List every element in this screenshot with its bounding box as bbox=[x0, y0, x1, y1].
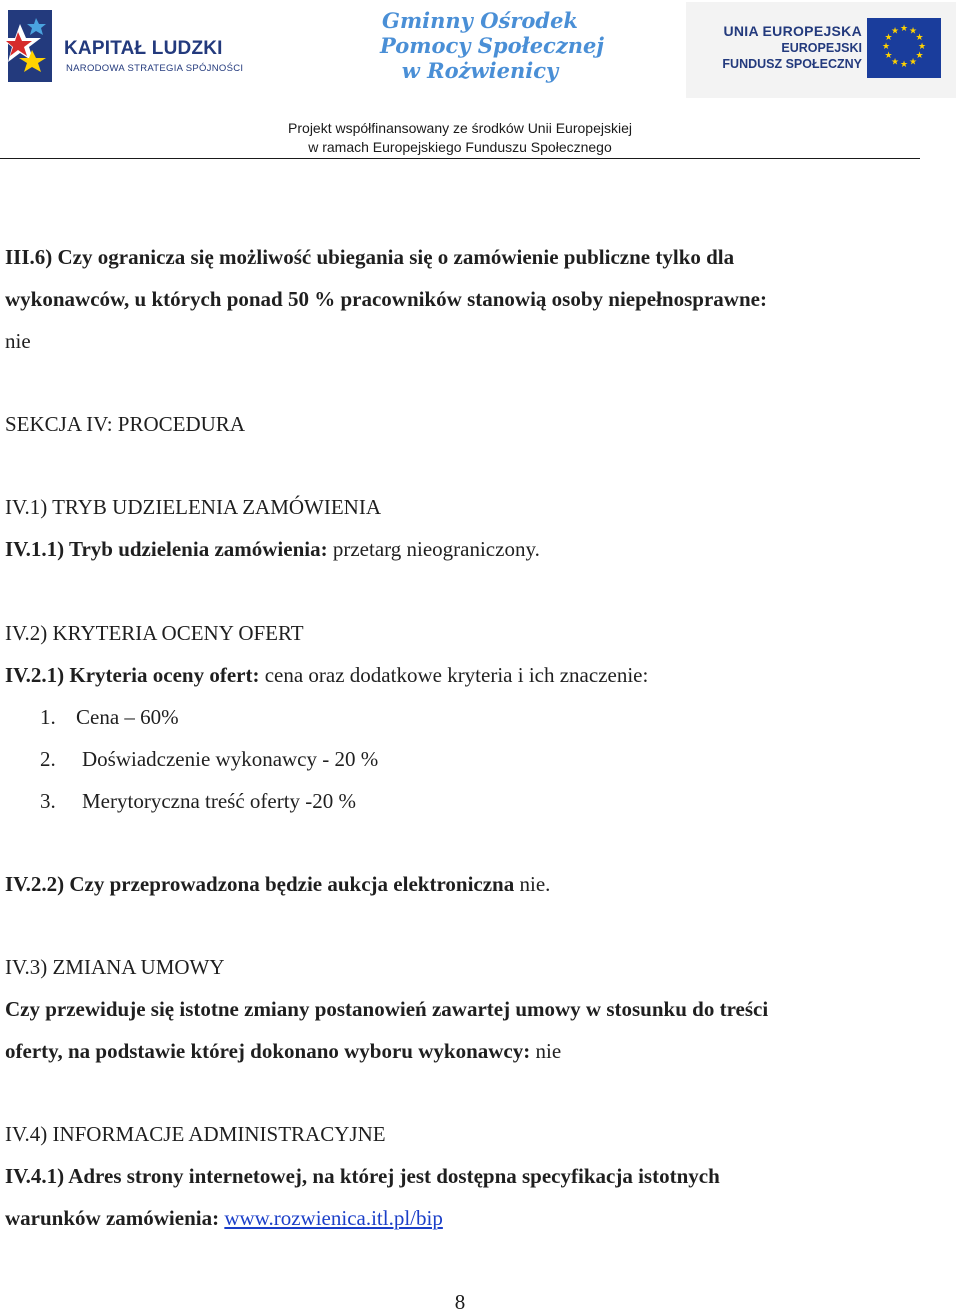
header-divider bbox=[0, 158, 920, 159]
svg-text:★: ★ bbox=[890, 57, 900, 68]
page-header bbox=[0, 0, 960, 160]
svg-text:★: ★ bbox=[915, 51, 924, 61]
iv22-label: IV.2.2) Czy przeprowadzona będzie aukcja elektroniczna bbox=[5, 872, 515, 896]
section-iii6-answer: nie bbox=[5, 329, 31, 353]
eu-flag-icon bbox=[867, 18, 941, 78]
iv21-row bbox=[5, 663, 648, 688]
section-iii6-line1: III.6) Czy ogranicza się możliwość ubiegania się o zamówienie publiczne tylko dla bbox=[5, 245, 735, 269]
eu-logo-text bbox=[704, 22, 862, 72]
iv2-heading: IV.2) KRYTERIA OCENY OFERT bbox=[5, 621, 304, 645]
iv41-line1: IV.4.1) Adres strony internetowej, na której jest dostępna specyfikacja istotnych bbox=[5, 1164, 720, 1188]
iv11-row bbox=[5, 537, 540, 562]
svg-text:★: ★ bbox=[890, 26, 900, 37]
criteria-num-3: 3. bbox=[40, 789, 56, 813]
criteria-text-2: Doświadczenie wykonawcy - 20 % bbox=[82, 747, 379, 771]
eu-logo-line3: FUNDUSZ SPOŁECZNY bbox=[722, 57, 862, 71]
kapital-ludzki-title: KAPITAŁ LUDZKI bbox=[64, 38, 223, 59]
svg-text:★: ★ bbox=[917, 42, 927, 52]
project-line-2: w ramach Europejskiego Funduszu Społecznego bbox=[308, 139, 612, 155]
section-iii6-line2: wykonawców, u których ponad 50 % pracowników stanowią osoby niepełnosprawne: bbox=[5, 287, 767, 311]
iv11-value: przetarg nieograniczony. bbox=[327, 537, 540, 561]
kapital-ludzki-subtitle: NARODOWA STRATEGIA SPÓJNOŚCI bbox=[66, 63, 244, 74]
kapital-ludzki-logo bbox=[6, 10, 244, 84]
iv1-heading: IV.1) TRYB UDZIELENIA ZAMÓWIENIA bbox=[5, 495, 382, 519]
gops-logo-line3: w Rożwienicy bbox=[401, 58, 559, 83]
project-line-1: Projekt współfinansowany ze środków Unii Europejskiej bbox=[288, 120, 632, 136]
eu-logo-line2: EUROPEJSKI bbox=[781, 41, 862, 55]
criteria-text-1: Cena – 60% bbox=[76, 705, 179, 729]
criteria-num-1: 1. bbox=[40, 705, 56, 729]
svg-text:★: ★ bbox=[881, 42, 891, 52]
criteria-text-3: Merytoryczna treść oferty -20 % bbox=[82, 789, 357, 813]
gops-logo-line1: Gminny Ośrodek bbox=[382, 8, 578, 33]
eu-logo-line1: UNIA EUROPEJSKA bbox=[723, 23, 862, 39]
section-iv-title: SEKCJA IV: PROCEDURA bbox=[5, 412, 245, 436]
eu-efs-logo bbox=[686, 2, 956, 98]
iv21-label: IV.2.1) Kryteria oceny ofert: bbox=[5, 663, 260, 687]
svg-text:★: ★ bbox=[908, 57, 918, 68]
svg-text:★: ★ bbox=[884, 51, 893, 61]
svg-text:★: ★ bbox=[884, 33, 893, 43]
svg-text:★: ★ bbox=[908, 26, 918, 37]
gops-logo bbox=[380, 8, 604, 83]
svg-text:★: ★ bbox=[899, 60, 909, 70]
iv11-label: IV.1.1) Tryb udzielenia zamówienia: bbox=[5, 537, 328, 561]
bip-link[interactable]: www.rozwienica.itl.pl/bip bbox=[224, 1206, 443, 1230]
iv3-line2: oferty, na podstawie której dokonano wyboru wykonawcy: nie bbox=[5, 1039, 562, 1063]
page-number: 8 bbox=[454, 1290, 466, 1314]
iv3-heading: IV.3) ZMIANA UMOWY bbox=[5, 955, 225, 979]
iv21-value: cena oraz dodatkowe kryteria i ich znaczenie: bbox=[259, 663, 649, 687]
iv41-line2: warunków zamówienia: www.rozwienica.itl.pl/bip bbox=[5, 1206, 443, 1230]
iv3-line1: Czy przewiduje się istotne zmiany postanowień zawartej umowy w stosunku do treści bbox=[5, 997, 769, 1021]
svg-text:★: ★ bbox=[899, 24, 909, 34]
kapital-ludzki-emblem-icon bbox=[6, 10, 54, 82]
criteria-num-2: 2. bbox=[40, 747, 56, 771]
svg-text:★: ★ bbox=[915, 33, 924, 43]
iv4-heading: IV.4) INFORMACJE ADMINISTRACYJNE bbox=[5, 1122, 386, 1146]
gops-logo-line2: Pomocy Społecznej bbox=[380, 33, 604, 58]
iv3-answer: nie bbox=[530, 1039, 562, 1063]
iv22-row bbox=[5, 872, 550, 897]
iv22-value: nie. bbox=[514, 872, 551, 896]
